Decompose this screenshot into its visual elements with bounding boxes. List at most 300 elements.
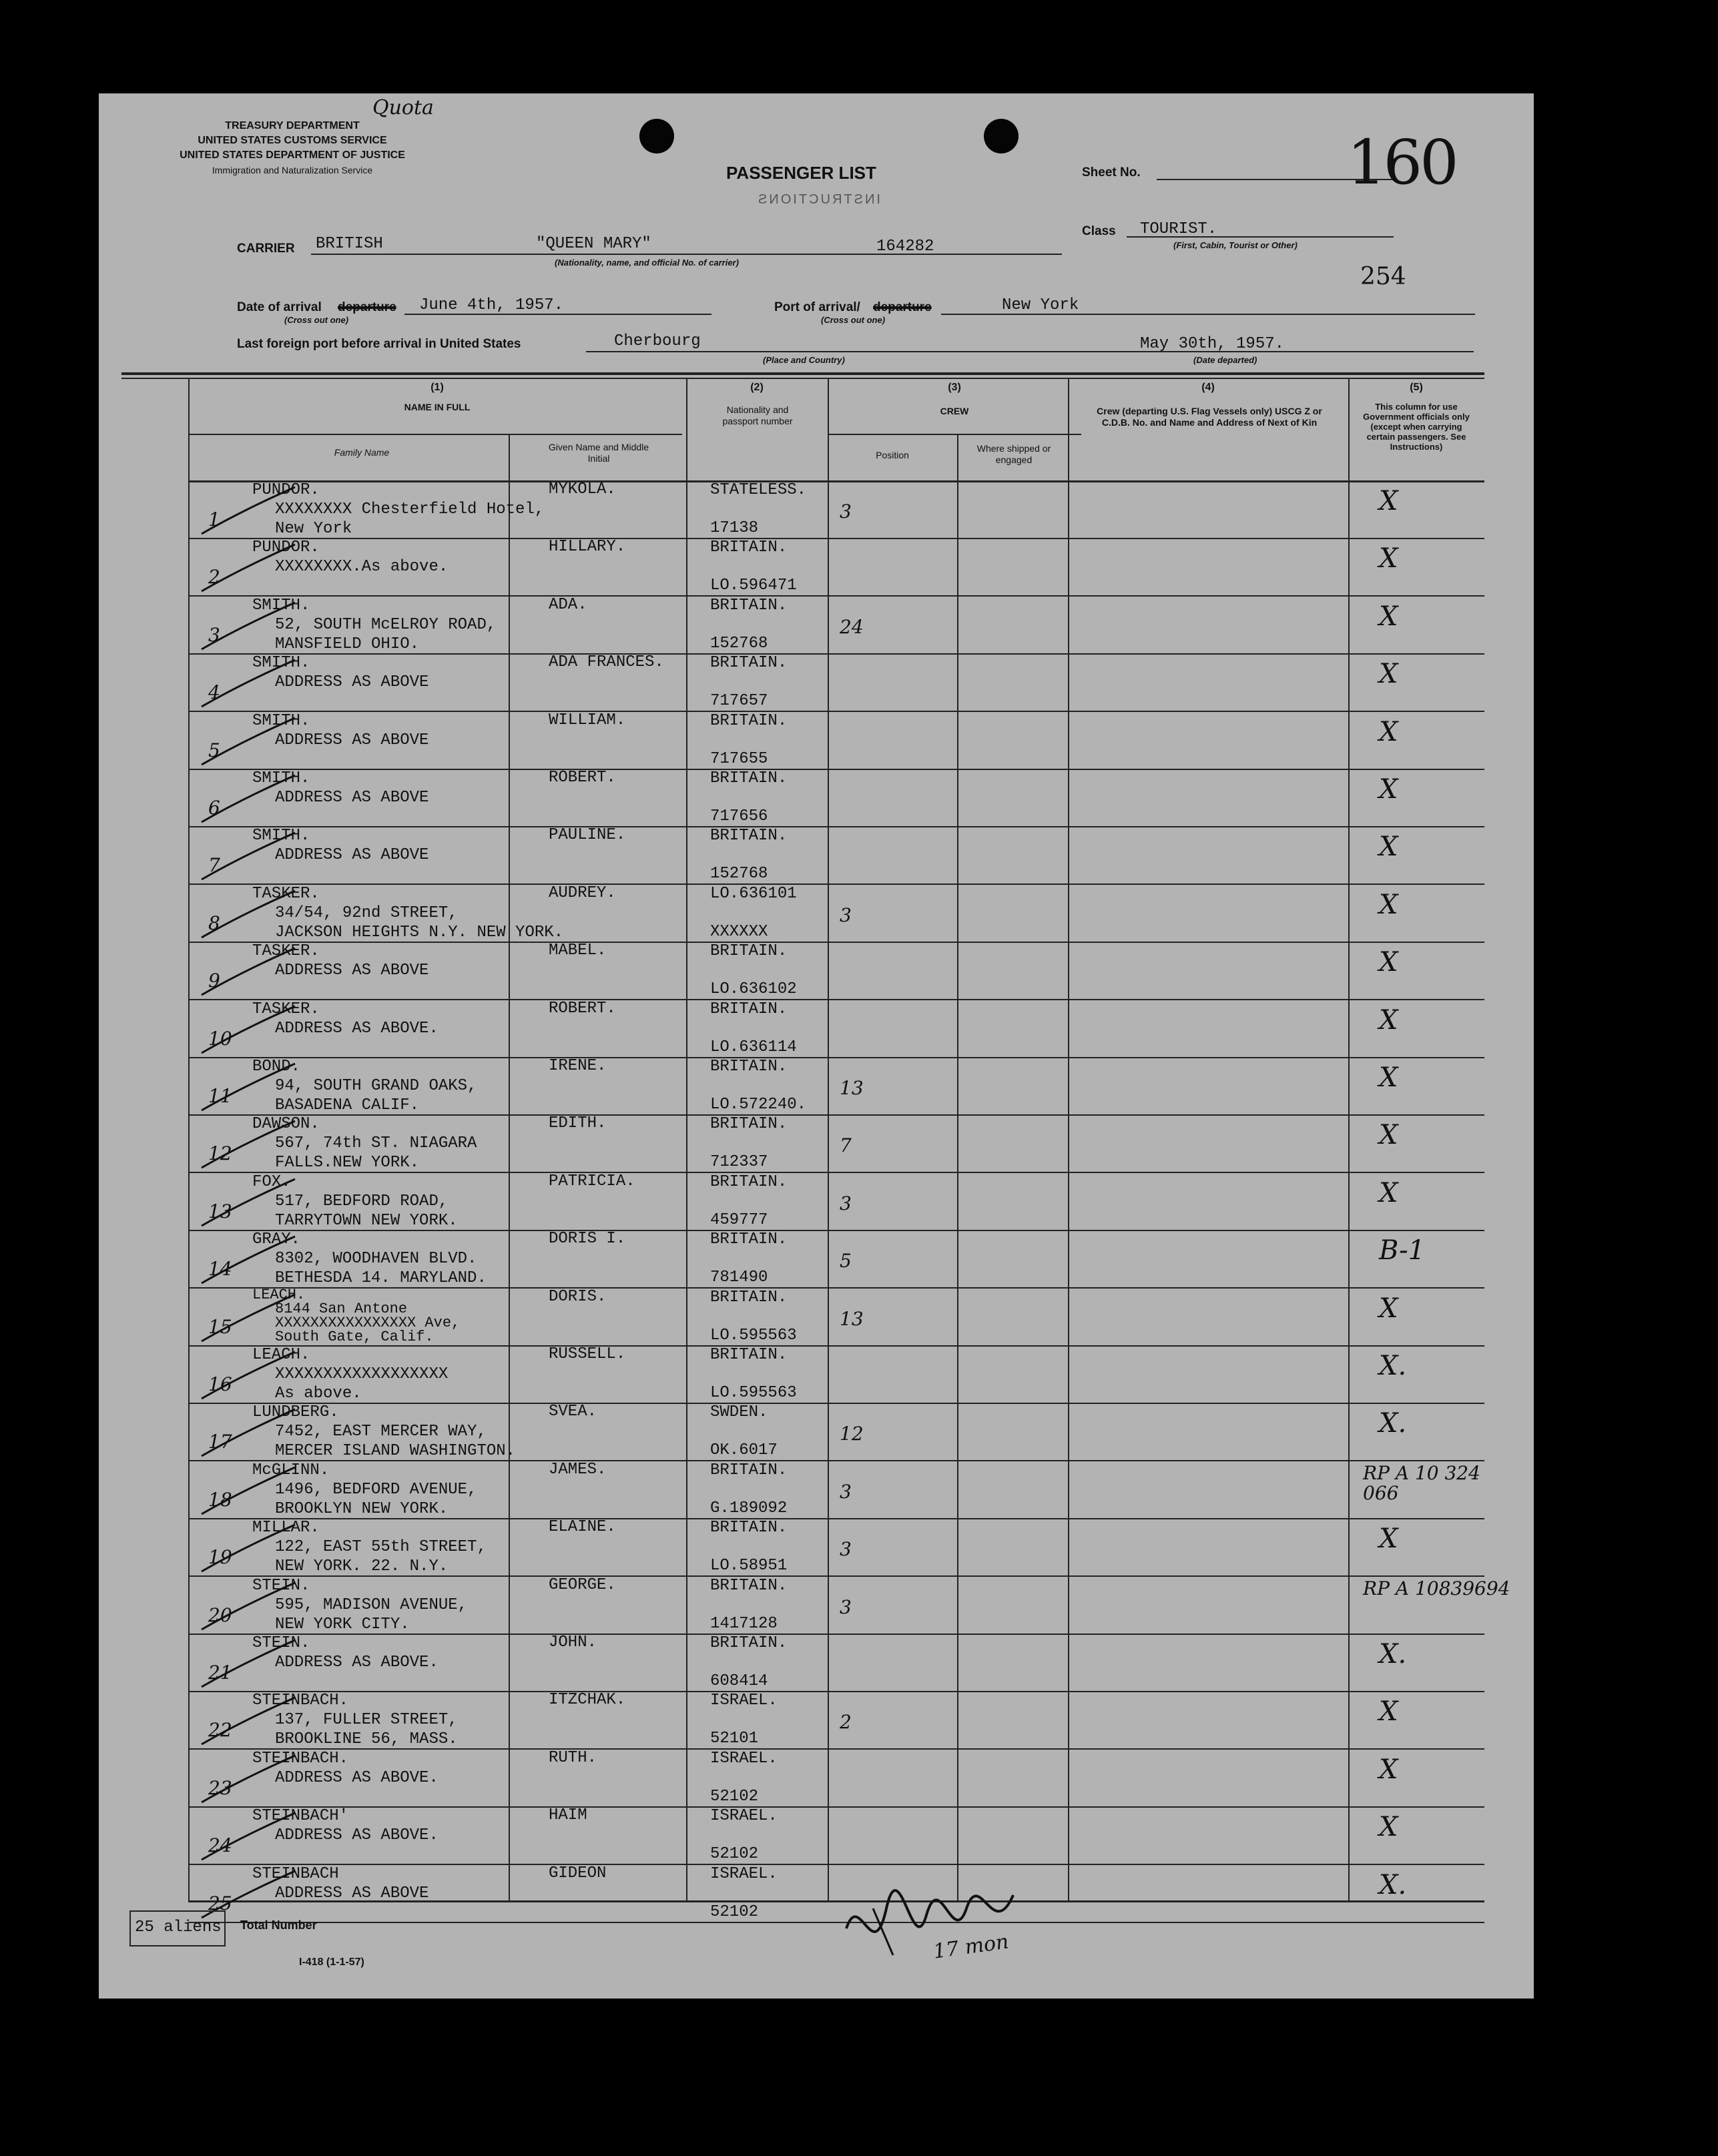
official-mark: X — [1379, 1177, 1398, 1208]
table-row — [121, 1404, 1484, 1461]
class-value: TOURIST. — [1140, 220, 1217, 238]
address-line: 94, SOUTH GRAND OAKS, — [275, 1077, 477, 1095]
nationality-cell — [710, 884, 797, 942]
passenger-list-sheet — [99, 93, 1534, 1999]
punch-hole-left — [639, 119, 674, 153]
nationality: BRITAIN. — [710, 1230, 788, 1249]
col2-title: Nationality and passport number — [722, 404, 793, 426]
check-stroke — [195, 539, 302, 599]
address-line: 595, MADISON AVENUE, — [275, 1595, 468, 1614]
address-line: MANSFIELD OHIO. — [275, 635, 420, 653]
check-stroke — [195, 770, 302, 830]
given-name: ADA. — [549, 595, 587, 614]
official-mark: RP A 10839694 — [1363, 1577, 1510, 1599]
nationality: BRITAIN. — [710, 827, 788, 845]
nationality: ISRAEL. — [710, 1864, 778, 1883]
nationality: ISRAEL. — [710, 1692, 778, 1710]
nationality: BRITAIN. — [710, 1115, 788, 1134]
address-line: As above. — [275, 1385, 362, 1403]
nationality-cell — [710, 1864, 778, 1922]
port-crossed: departure — [873, 300, 932, 314]
official-mark: X. — [1379, 1639, 1407, 1670]
address-line: 8302, WOODHAVEN BLVD. — [275, 1250, 477, 1269]
check-stroke — [195, 1577, 302, 1638]
address-line: XXXXXXXX Chesterfield Hotel, — [275, 500, 545, 518]
official-mark: X — [1379, 543, 1398, 575]
official-mark: X — [1379, 1812, 1398, 1843]
passport-number: LO.595563 — [710, 1384, 797, 1402]
address-line: XXXXXXXXXXXXXXXX Ave, — [275, 1314, 461, 1331]
row-number: 6 — [208, 797, 220, 819]
last-port: Cherbourg — [614, 332, 701, 350]
official-mark: X — [1379, 601, 1398, 632]
given-name: EDITH. — [549, 1114, 607, 1133]
official-mark: X — [1379, 1120, 1398, 1151]
table-row — [121, 827, 1484, 885]
check-stroke — [195, 1404, 302, 1464]
official-mark: X — [1379, 1754, 1398, 1785]
table-row — [121, 1750, 1484, 1808]
col3-title: CREW — [940, 406, 969, 416]
nationality-cell — [710, 480, 806, 538]
given-name: ROBERT. — [549, 769, 616, 787]
nationality-cell — [710, 1288, 797, 1345]
passport-number: 717655 — [710, 749, 768, 768]
official-mark: X — [1379, 716, 1398, 747]
port-crossed-caption: (Cross out one) — [821, 315, 886, 325]
nationality-cell — [710, 1749, 778, 1806]
address-line: 517, BEDFORD ROAD, — [275, 1192, 449, 1210]
nationality-cell — [710, 1403, 778, 1460]
passport-number: 152768 — [710, 865, 768, 883]
address-line: BETHESDA 14. MARYLAND. — [275, 1269, 487, 1288]
passport-number: 17138 — [710, 519, 759, 537]
address-line: BROOKLINE 56, MASS. — [275, 1730, 458, 1749]
check-stroke — [195, 1347, 302, 1407]
check-stroke — [195, 943, 302, 1003]
family-name: BOND. — [252, 1058, 301, 1076]
check-stroke — [195, 1462, 302, 1522]
given-name: MABEL. — [549, 942, 607, 960]
nationality-cell — [710, 1634, 787, 1691]
row-number: 9 — [208, 970, 220, 992]
arrival-date-label: Date of arrival — [237, 300, 322, 314]
given-name: HAIM — [549, 1806, 587, 1825]
check-stroke — [195, 885, 302, 946]
passport-number: LO.636102 — [710, 980, 797, 999]
given-name: PAULINE. — [549, 826, 626, 845]
nationality-cell — [710, 826, 787, 883]
table-row — [121, 770, 1484, 827]
date-departed-caption: (Date departed) — [1193, 355, 1257, 365]
form-code: I-418 (1-1-57) — [299, 1956, 364, 1968]
given-name: ELAINE. — [549, 1518, 616, 1537]
check-stroke — [195, 1058, 302, 1118]
carrier-label: CARRIER — [237, 242, 295, 256]
row-number: 14 — [208, 1258, 232, 1281]
crew-position: 3 — [840, 500, 852, 522]
arrival-date: June 4th, 1957. — [419, 296, 564, 314]
official-mark: X — [1379, 889, 1398, 920]
nationality-cell — [710, 596, 787, 653]
row-number: 24 — [208, 1834, 232, 1857]
agency-line-1: TREASURY DEPARTMENT — [225, 120, 360, 131]
family-name: SMITH. — [252, 654, 310, 673]
family-name: SMITH. — [252, 596, 310, 615]
nationality-cell — [710, 1230, 787, 1287]
row-number: 8 — [208, 912, 220, 934]
table-row — [121, 655, 1484, 712]
nationality: BRITAIN. — [710, 1172, 788, 1191]
nationality-cell — [710, 769, 787, 826]
row-number: 22 — [208, 1719, 232, 1742]
crew-position: 3 — [840, 1538, 852, 1561]
official-mark: X. — [1379, 1351, 1407, 1381]
check-stroke — [195, 1231, 302, 1291]
check-stroke — [195, 1001, 302, 1061]
address-line: ADDRESS AS ABOVE — [275, 1884, 429, 1902]
check-stroke — [195, 713, 302, 773]
given-name: GEORGE. — [549, 1575, 616, 1594]
row-number: 25 — [208, 1892, 232, 1914]
check-stroke — [195, 1750, 302, 1810]
given-name: DORIS I. — [549, 1230, 626, 1248]
given-name: SVEA. — [549, 1403, 597, 1421]
official-mark: X. — [1379, 1869, 1407, 1900]
col1-number: (1) — [431, 382, 444, 393]
check-stroke — [195, 1692, 302, 1752]
crew-position: 3 — [840, 904, 852, 926]
passport-number: 1417128 — [710, 1614, 778, 1633]
table-row — [121, 1058, 1484, 1116]
row-number: 20 — [208, 1603, 232, 1626]
crew-position: 7 — [840, 1134, 852, 1157]
page-number: 254 — [1360, 263, 1406, 290]
nationality: BRITAIN. — [710, 1288, 788, 1307]
arrival-date-crossed-caption: (Cross out one) — [284, 315, 349, 325]
given-name: PATRICIA. — [549, 1172, 635, 1190]
given-name: MYKOLA. — [549, 480, 616, 498]
row-number: 1 — [208, 508, 220, 530]
address-line: TARRYTOWN NEW YORK. — [275, 1211, 458, 1230]
row-number: 23 — [208, 1776, 232, 1799]
carrier-caption: (Nationality, name, and official No. of carrier) — [555, 258, 739, 268]
passport-number: LO.595563 — [710, 1326, 797, 1345]
given-name: IRENE. — [549, 1057, 607, 1075]
row-number: 10 — [208, 1027, 232, 1050]
carrier-name: "QUEEN MARY" — [536, 235, 651, 253]
class-caption: (First, Cabin, Tourist or Other) — [1173, 240, 1298, 250]
crew-position: 5 — [840, 1250, 852, 1273]
table-row — [121, 1635, 1484, 1692]
given-name: RUSSELL. — [549, 1345, 626, 1363]
family-name: SMITH. — [252, 711, 310, 730]
family-name: LEACH. — [252, 1346, 310, 1364]
passport-number: LO.572240. — [710, 1096, 807, 1114]
address-line: New York — [275, 520, 352, 538]
col2-number: (2) — [750, 382, 764, 393]
crew-position: 13 — [840, 1307, 864, 1330]
arrival-date-crossed: departure — [338, 300, 396, 314]
crew-position: 3 — [840, 1192, 852, 1214]
nationality: BRITAIN. — [710, 1634, 788, 1652]
col5-title: This column for use Government officials only (except when carrying certain passengers. See Instructions) — [1363, 402, 1470, 452]
row-number: 3 — [208, 623, 220, 646]
official-mark: RP A 10 324 066 — [1363, 1461, 1480, 1504]
bleed-through-text: INSTRUCTIONS — [756, 192, 880, 207]
passport-number: 52101 — [710, 1730, 759, 1748]
passport-number: 717657 — [710, 692, 768, 711]
family-name: FOX. — [252, 1172, 291, 1191]
signature-note: 17 mon — [932, 1930, 1011, 1964]
port-of-arrival: New York — [1002, 296, 1079, 314]
table-row — [121, 1519, 1484, 1577]
nationality-cell — [710, 1114, 787, 1172]
nationality: LO.636101 — [710, 884, 797, 903]
passport-number: 152768 — [710, 634, 768, 653]
nationality: BRITAIN. — [710, 654, 788, 673]
row-number: 17 — [208, 1431, 232, 1453]
nationality: BRITAIN. — [710, 942, 788, 961]
family-name: STEINBACH. — [252, 1749, 349, 1768]
family-name: TASKER. — [252, 942, 320, 961]
nationality: BRITAIN. — [710, 1346, 788, 1364]
nationality: BRITAIN. — [710, 1058, 788, 1076]
family-name: STEINBACH. — [252, 1692, 349, 1710]
address-line: BROOKLYN NEW YORK. — [275, 1499, 449, 1518]
agency-line-3: UNITED STATES DEPARTMENT OF JUSTICE — [180, 149, 405, 161]
address-line: 52, SOUTH McELROY ROAD, — [275, 615, 497, 634]
nationality: BRITAIN. — [710, 711, 788, 730]
table-row — [121, 1692, 1484, 1750]
address-line: ADDRESS AS ABOVE. — [275, 1768, 439, 1787]
family-name: GRAY. — [252, 1230, 301, 1249]
col3-where-header: Where shipped or engaged — [976, 443, 1051, 465]
address-line: ADDRESS AS ABOVE. — [275, 1019, 439, 1038]
row-number: 15 — [208, 1315, 232, 1338]
table-row — [121, 597, 1484, 655]
col1-family-header: Family Name — [334, 447, 390, 458]
passport-number: LO.636114 — [710, 1038, 797, 1056]
passport-number: 52102 — [710, 1902, 759, 1921]
given-name: RUTH. — [549, 1748, 597, 1767]
col3-number: (3) — [948, 382, 961, 393]
address-line: 7452, EAST MERCER WAY, — [275, 1423, 487, 1441]
passport-number: 712337 — [710, 1153, 768, 1172]
form-title: PASSENGER LIST — [726, 163, 876, 183]
official-mark: B-1 — [1379, 1235, 1426, 1267]
nationality-cell — [710, 1518, 787, 1575]
official-mark: X — [1379, 831, 1398, 863]
given-name: ITZCHAK. — [549, 1691, 626, 1710]
address-line: NEW YORK CITY. — [275, 1615, 410, 1634]
nationality: SWDEN. — [710, 1403, 768, 1422]
family-name: PUNDOR. — [252, 481, 320, 499]
last-port-caption: (Place and Country) — [763, 355, 845, 365]
given-name: JOHN. — [549, 1634, 597, 1652]
family-name: SMITH. — [252, 769, 310, 787]
passport-number: OK.6017 — [710, 1441, 778, 1460]
family-name: STEIN. — [252, 1634, 310, 1652]
col5-number: (5) — [1410, 382, 1423, 393]
given-name: AUDREY. — [549, 883, 616, 902]
passport-number: 781490 — [710, 1269, 768, 1287]
table-row — [121, 1231, 1484, 1289]
passport-number: 608414 — [710, 1672, 768, 1690]
crew-position: 3 — [840, 1595, 852, 1618]
passport-number: G.189092 — [710, 1499, 788, 1517]
nationality-cell — [710, 1057, 806, 1114]
given-name: WILLIAM. — [549, 711, 626, 729]
row-number: 5 — [208, 739, 220, 761]
official-signature — [833, 1868, 1073, 1982]
sheet-number: 160 — [1347, 127, 1456, 198]
address-line: JACKSON HEIGHTS N.Y. NEW YORK. — [275, 923, 564, 942]
family-name: STEINBACH — [252, 1864, 339, 1883]
table-row — [121, 1286, 1484, 1347]
address-line: ADDRESS AS ABOVE. — [275, 1654, 439, 1672]
address-line: ADDRESS AS ABOVE — [275, 731, 429, 749]
official-mark: X — [1379, 1523, 1398, 1555]
nationality-cell — [710, 1576, 787, 1634]
check-stroke — [195, 1519, 302, 1579]
col1-given-header: Given Name and Middle Initial — [548, 442, 649, 464]
table-row — [121, 1174, 1484, 1231]
table-row — [121, 1866, 1484, 1923]
nationality-cell — [710, 711, 787, 769]
crew-position: 12 — [840, 1423, 864, 1445]
address-line: 1496, BEDFORD AVENUE, — [275, 1480, 477, 1499]
address-line: MERCER ISLAND WASHINGTON. — [275, 1442, 516, 1461]
nationality-cell — [710, 942, 797, 999]
last-port-label: Last foreign port before arrival in United States — [237, 337, 521, 351]
family-name: TASKER. — [252, 1000, 320, 1018]
family-name: LEACH. — [252, 1286, 306, 1303]
row-number: 7 — [208, 854, 220, 877]
address-line: 8144 San Antone — [275, 1300, 408, 1317]
col4-number: (4) — [1201, 382, 1215, 393]
table-row — [121, 1808, 1484, 1865]
official-mark: X — [1379, 947, 1398, 978]
row-number: 11 — [208, 1085, 232, 1107]
nationality-cell — [710, 1345, 797, 1403]
nationality: BRITAIN. — [710, 769, 788, 787]
check-stroke — [195, 1808, 302, 1868]
row-number: 16 — [208, 1373, 232, 1395]
passport-number: 52102 — [710, 1787, 759, 1806]
passport-number: 717656 — [710, 807, 768, 825]
check-stroke — [195, 1174, 302, 1234]
crew-position: 2 — [840, 1711, 852, 1734]
official-mark: X — [1379, 659, 1398, 690]
col1-title: NAME IN FULL — [404, 402, 471, 412]
nationality-cell — [710, 538, 797, 595]
address-line: 567, 74th ST. NIAGARA — [275, 1134, 477, 1153]
table-row — [121, 1001, 1484, 1058]
passport-number: LO.58951 — [710, 1557, 788, 1575]
class-label: Class — [1082, 224, 1116, 238]
check-stroke — [195, 655, 302, 715]
port-of-arrival-label: Port of arrival/ — [774, 300, 860, 314]
table-row — [121, 943, 1484, 1000]
col3-position-header: Position — [876, 450, 909, 460]
table-row — [121, 1462, 1484, 1519]
family-name: McGLINN. — [252, 1461, 330, 1479]
sheet-number-label: Sheet No. — [1082, 165, 1141, 179]
nationality: BRITAIN. — [710, 538, 788, 557]
table-row — [121, 1116, 1484, 1173]
nationality-cell — [710, 1172, 787, 1230]
table-row — [121, 885, 1484, 943]
total-number-label: Total Number — [240, 1918, 317, 1932]
check-stroke — [195, 827, 302, 887]
row-number: 13 — [208, 1200, 232, 1222]
nationality-cell — [710, 1000, 797, 1057]
crew-position: 13 — [840, 1077, 864, 1099]
official-mark: X — [1379, 1062, 1398, 1093]
check-stroke — [195, 1635, 302, 1695]
official-mark: X. — [1379, 1408, 1407, 1439]
row-number: 12 — [208, 1142, 232, 1165]
family-name: SMITH. — [252, 827, 310, 845]
address-line: South Gate, Calif. — [275, 1328, 434, 1345]
family-name: PUNDOR. — [252, 538, 320, 557]
given-name: ADA FRANCES. — [549, 653, 664, 672]
nationality: BRITAIN. — [710, 1000, 788, 1018]
passport-number: 52102 — [710, 1845, 759, 1864]
row-number: 2 — [208, 566, 220, 589]
family-name: TASKER. — [252, 884, 320, 903]
given-name: ROBERT. — [549, 999, 616, 1018]
given-name: GIDEON — [549, 1864, 607, 1882]
family-name: STEIN. — [252, 1576, 310, 1595]
nationality: ISRAEL. — [710, 1749, 778, 1768]
nationality-cell — [710, 653, 787, 711]
official-mark: X — [1379, 1293, 1398, 1324]
row-number: 21 — [208, 1662, 232, 1684]
address-line: ADDRESS AS ABOVE. — [275, 1826, 439, 1845]
table-row — [121, 1575, 1510, 1635]
given-name: DORIS. — [549, 1287, 607, 1306]
row-number: 4 — [208, 681, 220, 704]
check-stroke — [195, 1289, 302, 1349]
quota-annotation: Quota — [372, 96, 434, 119]
table-row — [121, 713, 1484, 770]
address-line: ADDRESS AS ABOVE — [275, 962, 429, 980]
nationality: BRITAIN. — [710, 1576, 788, 1595]
nationality-cell — [710, 1691, 778, 1748]
row-number: 18 — [208, 1488, 232, 1511]
check-stroke — [195, 482, 302, 542]
carrier-official-number: 164282 — [876, 238, 934, 256]
official-mark: X — [1379, 1696, 1398, 1728]
address-line: 34/54, 92nd STREET, — [275, 904, 458, 922]
passport-number: XXXXXX — [710, 922, 768, 941]
official-mark: X — [1379, 1004, 1398, 1036]
nationality-cell — [710, 1461, 787, 1518]
agency-line-4: Immigration and Naturalization Service — [212, 165, 373, 175]
agency-line-2: UNITED STATES CUSTOMS SERVICE — [198, 135, 387, 146]
address-line: FALLS.NEW YORK. — [275, 1154, 420, 1172]
passport-number: LO.596471 — [710, 577, 797, 595]
official-mark: X — [1379, 486, 1398, 516]
nationality: STATELESS. — [710, 481, 807, 499]
col4-title: Crew (departing U.S. Flag Vessels only) USCG Z or C.D.B. No. and Name and Address of Next of Kin — [1097, 406, 1322, 428]
row-number: 19 — [208, 1546, 232, 1569]
date-departed: May 30th, 1957. — [1140, 335, 1285, 353]
table-row — [121, 1347, 1484, 1404]
nationality-cell — [710, 1806, 778, 1864]
